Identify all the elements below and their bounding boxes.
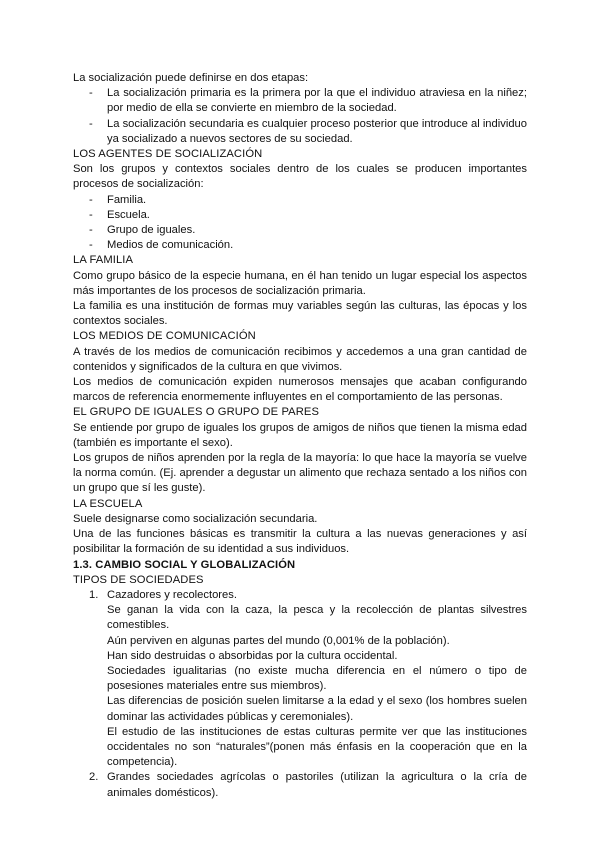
iguales-paragraph-1: Se entiende por grupo de iguales los grupos de amigos de niños que tienen la misma edad (también es importante el sexo). [73,421,527,449]
agente-item: - Medios de comunicación. [73,238,527,253]
list-number: 1. [89,588,99,601]
tipo-detail: El estudio de las instituciones de estas culturas permite ver que las instituciones occidentales no son “naturales”(ponen más énfasis en la cooperación que en la competencia). [107,725,527,769]
medios-heading: LOS MEDIOS DE COMUNICACIÓN [73,330,256,343]
cambio-heading: 1.3. CAMBIO SOCIAL Y GLOBALIZACIÓN [73,558,296,571]
agente-item: - Escuela. [73,208,527,223]
escuela-paragraph-2: Una de las funciones básicas es transmitir la cultura a las nuevas generaciones y así posibilitar la formación de su identidad a sus individuos. [73,528,527,556]
iguales-paragraph-2: Los grupos de niños aprenden por la regla de la mayoría: lo que hace la mayoría se vuelve la norma común. (Ej. aprender a degustar un alimento que rechaza sentado a los niños con un grupo que sí les guste). [73,452,527,495]
familia-heading: LA FAMILIA [73,254,134,267]
etapas-list [73,86,527,147]
tipo-detail: Las diferencias de posición suelen limitarse a la edad y el sexo (los hombres suelen dominar las actividades públicas y ceremoniales). [107,695,527,723]
escuela-paragraph-1: Suele designarse como socialización secundaria. [73,512,318,525]
tipo-detail: Sociedades igualitarias (no existe mucha diferencia en el número o tipo de posesiones materiales entre sus miembros). [107,664,527,693]
etapa-secundaria: - La socialización secundaria es cualquier proceso posterior que introduce al individuo ya socializado a nuevos sectores de su sociedad. [73,117,527,147]
agentes-list [73,193,527,254]
agente-item: - Grupo de iguales. [73,223,527,238]
tipo-item-1 [73,588,527,770]
medios-paragraph-2: Los medios de comunicación expiden numerosos mensajes que acaban configurando marcos de referencia enormemente influyentes en el comportamiento de las personas. [73,376,527,404]
tipo-item-2 [73,770,527,800]
tipos-subheading: TIPOS DE SOCIEDADES [73,573,204,586]
list-number: 2. [89,771,99,784]
medios-paragraph-1: A través de los medios de comunicación recibimos y accedemos a una gran cantidad de contenidos y significados de la cultura en que vivimos. [73,345,527,373]
agentes-text: Son los grupos y contextos sociales dentro de los cuales se producen importantes procesos de socialización: [73,163,527,191]
document-page [73,71,527,801]
familia-paragraph-2: La familia es una institución de formas muy variables según las culturas, las épocas y los contextos sociales. [73,300,527,328]
intro-text: La socialización puede definirse en dos etapas: [73,72,309,84]
agente-item: - Familia. [73,193,527,208]
tipo-details [107,603,527,770]
tipo-title: Grandes sociedades agrícolas o pastoriles (utilizan la agricultura o la cría de animales domésticos). [107,771,527,799]
escuela-heading: LA ESCUELA [73,497,143,510]
tipo-detail: Aún perviven en algunas partes del mundo (0,001% de la población). [107,634,450,647]
tipo-detail: Han sido destruidas o absorbidas por la cultura occidental. [107,649,398,662]
etapa-primaria: - La socialización primaria es la primera por la que el individuo atraviesa en la niñez; por medio de ella se convierte en miembro de la sociedad. [73,86,527,116]
familia-paragraph-1: Como grupo básico de la especie humana, en él han tenido un lugar especial los aspectos más importantes de los procesos de socialización primaria. [73,269,527,297]
tipos-list [73,588,527,801]
tipo-title: Cazadores y recolectores. [107,588,237,601]
iguales-heading: EL GRUPO DE IGUALES O GRUPO DE PARES [73,406,320,419]
agentes-heading: LOS AGENTES DE SOCIALIZACIÓN [73,148,263,161]
tipo-detail: Se ganan la vida con la caza, la pesca y la recolección de plantas silvestres comestibles. [107,604,527,632]
